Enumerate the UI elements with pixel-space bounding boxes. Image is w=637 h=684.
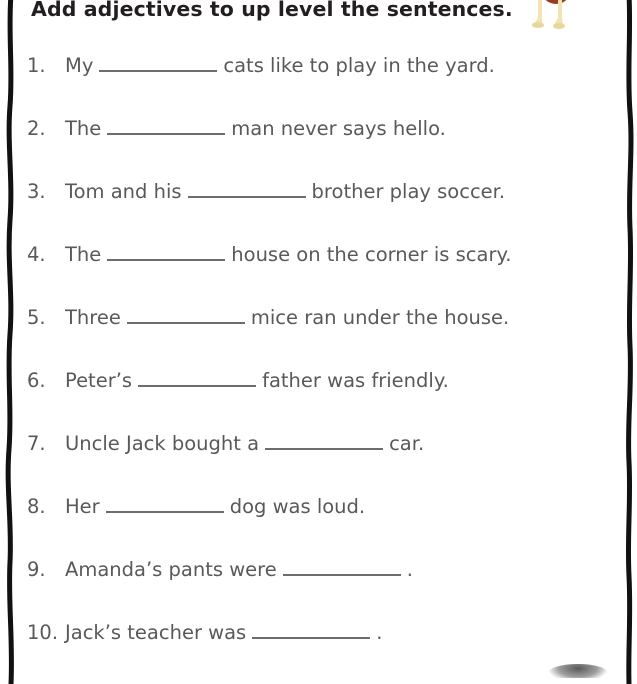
question-text-before: Jack’s teacher was (65, 621, 247, 644)
question-text-after: . (376, 621, 383, 644)
question-number: 2. (27, 117, 46, 140)
question-text (65, 558, 413, 581)
question-row-10 (27, 621, 617, 684)
question-number: 5. (27, 306, 46, 329)
question-text-before: Amanda’s pants were (65, 558, 277, 581)
question-number: 3. (27, 180, 46, 203)
question-number: 6. (27, 369, 46, 392)
question-number: 1. (27, 54, 46, 77)
answer-blank[interactable] (252, 621, 370, 639)
answer-blank[interactable] (127, 306, 245, 324)
question-text-after: car. (389, 432, 425, 455)
question-row-3 (27, 180, 617, 243)
question-row-7 (27, 432, 617, 495)
question-text (65, 117, 446, 140)
answer-blank[interactable] (283, 558, 401, 576)
answer-blank[interactable] (107, 243, 225, 261)
question-number: 10. (27, 621, 59, 644)
question-number: 7. (27, 432, 46, 455)
page-border-right (622, 0, 636, 684)
question-text-before: Her (65, 495, 100, 518)
question-row-6 (27, 369, 617, 432)
question-text-after: . (406, 558, 413, 581)
question-text (65, 306, 509, 329)
answer-blank[interactable] (138, 369, 256, 387)
question-text-before: The (65, 117, 102, 140)
question-number: 8. (27, 495, 46, 518)
question-text-after: father was friendly. (262, 369, 449, 392)
question-text (65, 621, 382, 644)
answer-blank[interactable] (99, 54, 217, 72)
question-row-5 (27, 306, 617, 369)
question-text-after: dog was loud. (229, 495, 366, 518)
question-text-after: cats like to play in the yard. (223, 54, 495, 77)
question-text-before: Three (65, 306, 121, 329)
question-text-before: Peter’s (65, 369, 133, 392)
question-text-before: The (65, 243, 102, 266)
question-text (65, 243, 511, 266)
question-text-after: man never says hello. (231, 117, 446, 140)
turkey-clipart (512, 0, 590, 32)
answer-blank[interactable] (265, 432, 383, 450)
question-number: 9. (27, 558, 46, 581)
question-text-before: Uncle Jack bought a (65, 432, 260, 455)
question-text-after: brother play soccer. (311, 180, 506, 203)
question-text (65, 180, 505, 203)
answer-blank[interactable] (107, 117, 225, 135)
page-border-left (4, 0, 18, 684)
question-row-8 (27, 495, 617, 558)
answer-blank[interactable] (106, 495, 224, 513)
question-text (65, 369, 449, 392)
question-row-2 (27, 117, 617, 180)
question-text (65, 432, 424, 455)
question-text-after: house on the corner is scary. (231, 243, 512, 266)
question-list (27, 54, 617, 684)
question-number: 4. (27, 243, 46, 266)
question-row-9 (27, 558, 617, 621)
page-title: Add adjectives to up level the sentences. (31, 0, 513, 21)
answer-blank[interactable] (188, 180, 306, 198)
question-row-4 (27, 243, 617, 306)
question-text-before: Tom and his (65, 180, 182, 203)
question-row-1 (27, 54, 617, 117)
question-text (65, 54, 495, 77)
question-text (65, 495, 365, 518)
question-text-after: mice ran under the house. (250, 306, 510, 329)
question-text-before: My (65, 54, 94, 77)
